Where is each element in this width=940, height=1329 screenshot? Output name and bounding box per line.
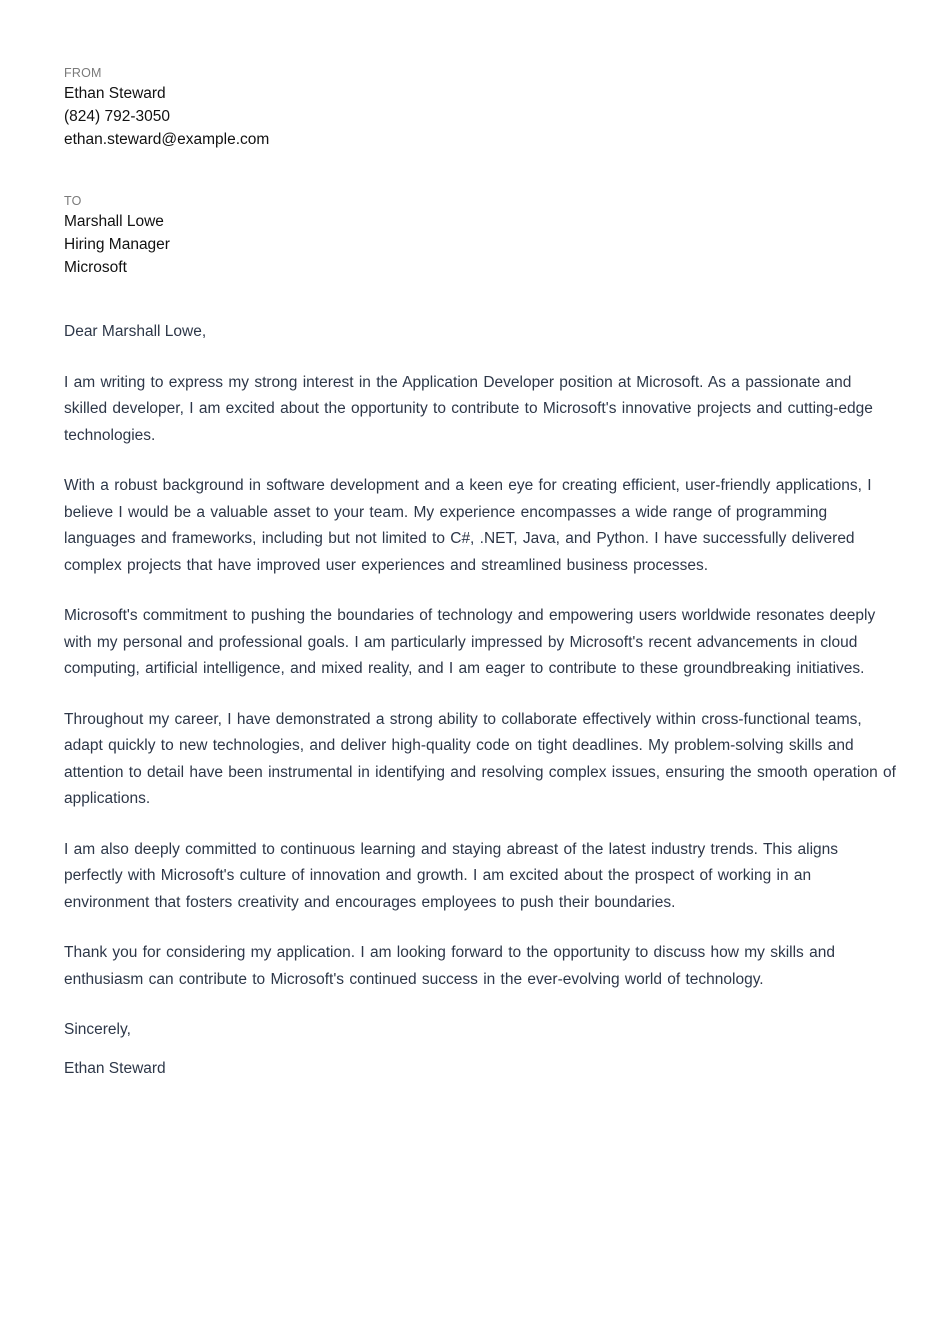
sender-name: Ethan Steward: [64, 85, 166, 102]
closing: Sincerely,: [64, 1021, 131, 1038]
recipient-title: Hiring Manager: [64, 236, 170, 253]
sender-email: ethan.steward@example.com: [64, 131, 270, 148]
recipient-name: Marshall Lowe: [64, 213, 164, 230]
body-paragraph-4: Throughout my career, I have demonstrated a strong ability to collaborate effectively within cross-functional teams, adapt quickly to new technologies, and deliver high-quality code on tight deadlines. My problem-solving skills and attention to detail have been instrumental in identifying and resolving complex issues, ensuring the smooth operation of applications.: [64, 710, 896, 807]
salutation: Dear Marshall Lowe,: [64, 323, 207, 340]
sender-block: [64, 64, 896, 164]
body-paragraph-6: Thank you for considering my application. I am looking forward to the opportunity to discuss how my skills and enthusiasm can contribute to Microsoft's continued success in the ever-evolving world of technology.: [64, 944, 835, 988]
body-paragraph-3: Microsoft's commitment to pushing the boundaries of technology and empowering users worldwide resonates deeply with my personal and professional goals. I am particularly impressed by Microsoft's recent advancements in cloud computing, artificial intelligence, and mixed reality, and I am eager to contribute to these groundbreaking initiatives.: [64, 607, 876, 677]
body-paragraph-1: I am writing to express my strong interest in the Application Developer position at Microsoft. As a passionate and skilled developer, I am excited about the opportunity to contribute to Microsoft's innovative projects and cutting-edge technologies.: [64, 373, 873, 444]
recipient-company: Microsoft: [64, 259, 127, 276]
recipient-block: [64, 192, 896, 279]
body-paragraph-2: With a robust background in software development and a keen eye for creating efficient, user-friendly applications, I believe I would be a valuable asset to your team. My experience encompasses a wide range of programming languages and frameworks, including but not limited to C#, .NET, Java, and Python. I have successfully delivered complex projects that have improved user experiences and streamlined business processes.: [64, 477, 872, 574]
sender-phone: (824) 792-3050: [64, 108, 170, 125]
signature: Ethan Steward: [64, 1059, 166, 1077]
cover-letter: [64, 64, 896, 1082]
body-paragraph-5: I am also deeply committed to continuous learning and staying abreast of the latest industry trends. This aligns perfectly with Microsoft's culture of innovation and growth. I am excited about the prospect of working in an environment that fosters creativity and encourages employees to push their boundaries.: [64, 840, 839, 911]
to-label: TO: [64, 194, 82, 208]
from-label: FROM: [64, 66, 102, 80]
